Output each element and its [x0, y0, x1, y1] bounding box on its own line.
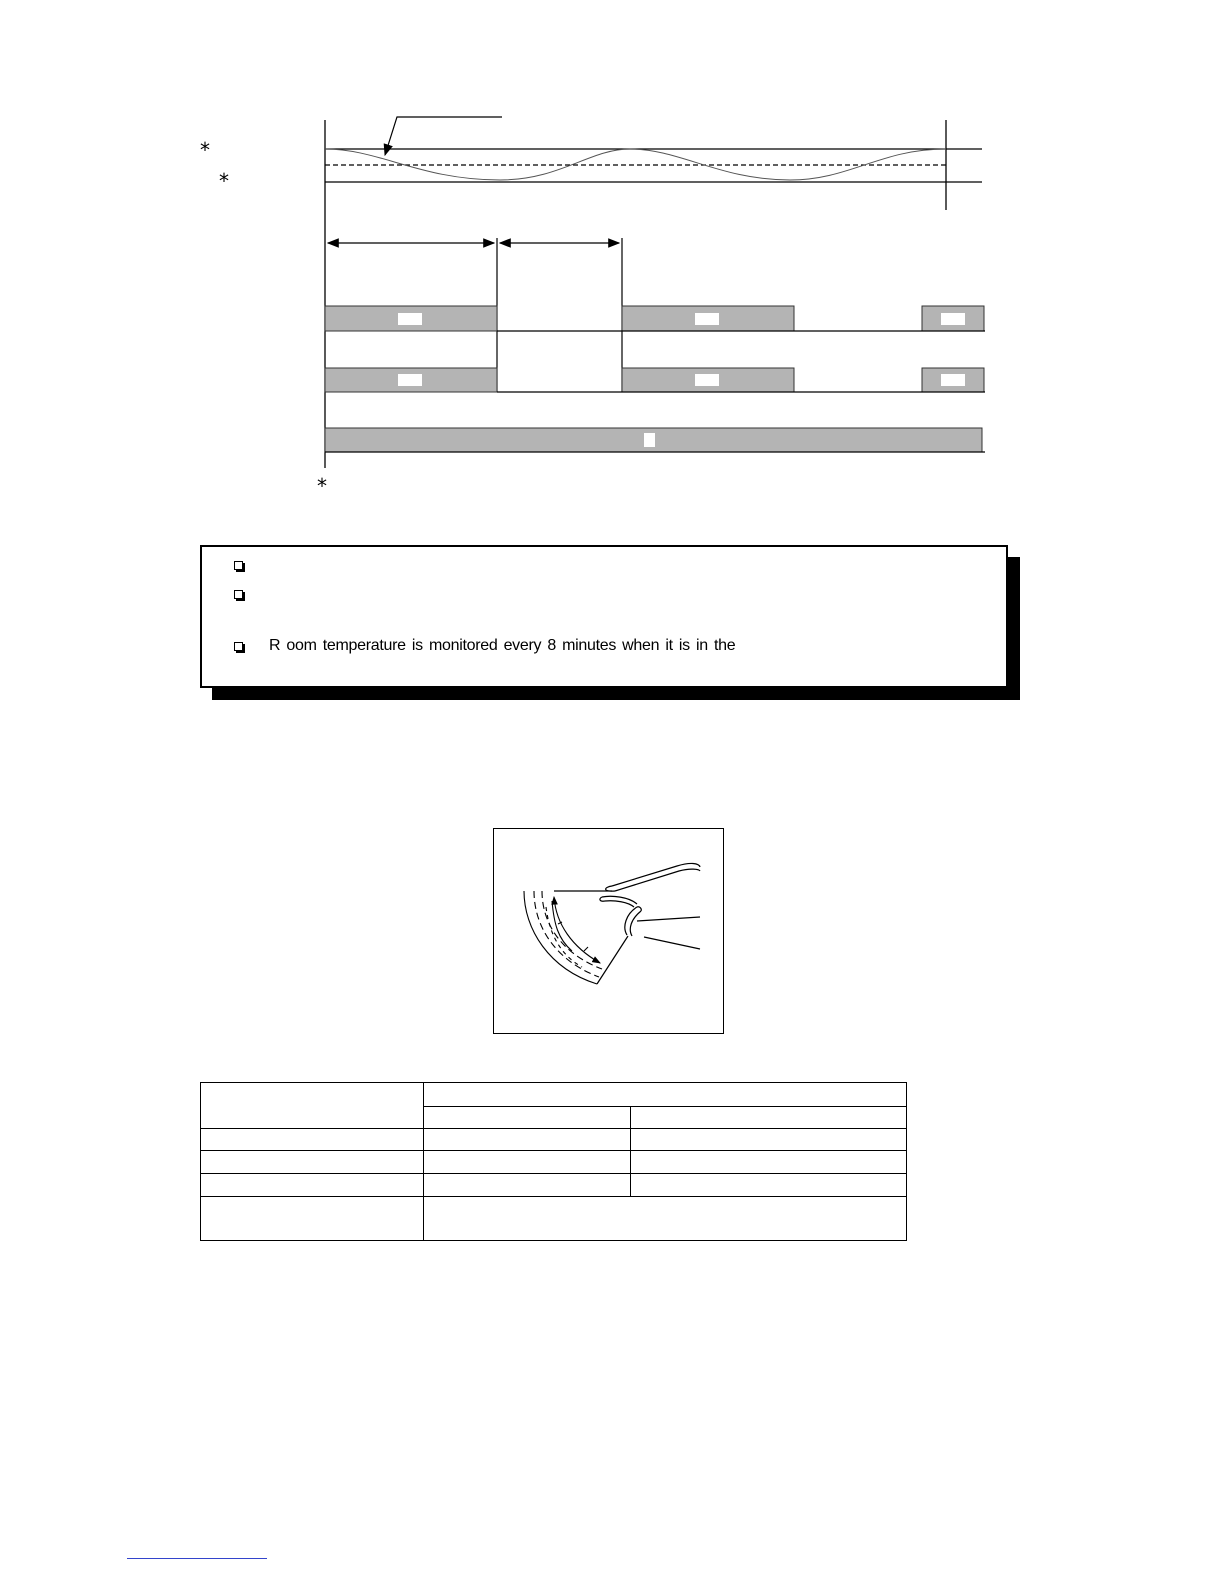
table-cell — [424, 1197, 907, 1241]
table-cell — [424, 1129, 631, 1151]
table-cell — [424, 1083, 907, 1107]
bar-label-box — [398, 374, 422, 386]
louver-figure — [493, 828, 724, 1034]
table-cell — [631, 1174, 907, 1197]
table-cell — [201, 1174, 424, 1197]
checkbox-bullet-icon — [234, 642, 243, 651]
table-row — [201, 1129, 907, 1151]
table-cell — [201, 1197, 424, 1241]
row-2-bars — [325, 332, 985, 392]
note-item — [234, 590, 269, 599]
table-cell — [424, 1174, 631, 1197]
bar-label-box — [695, 313, 719, 325]
table-row — [201, 1151, 907, 1174]
table-cell — [201, 1129, 424, 1151]
table-cell — [424, 1151, 631, 1174]
table-cell — [201, 1083, 424, 1129]
table-row — [201, 1197, 907, 1241]
bar-label-box — [398, 313, 422, 325]
table-cell — [424, 1107, 631, 1129]
footer-link[interactable] — [127, 1557, 267, 1559]
bar-label-box — [941, 374, 965, 386]
bar-label-box — [941, 313, 965, 325]
row-1-bars — [325, 306, 985, 331]
row-3-bar — [325, 428, 985, 452]
table-cell — [631, 1129, 907, 1151]
table-cell — [631, 1151, 907, 1174]
table-cell — [201, 1151, 424, 1174]
note-item — [234, 561, 269, 570]
table-cell — [631, 1107, 907, 1129]
table-row — [201, 1174, 907, 1197]
table-row — [201, 1083, 907, 1107]
room-temperature-curve — [325, 149, 946, 180]
checkbox-bullet-icon — [234, 590, 243, 599]
note-box — [200, 545, 1008, 688]
asterisk-marker: * — [200, 138, 210, 162]
spec-table — [200, 1082, 907, 1241]
louver-angle-illustration — [494, 829, 725, 1035]
bar-label-box — [695, 374, 719, 386]
checkbox-bullet-icon — [234, 561, 243, 570]
timing-diagram-svg — [0, 0, 1224, 520]
asterisk-marker: * — [317, 474, 327, 498]
asterisk-marker: * — [219, 169, 229, 193]
note-item — [234, 637, 735, 655]
note-text: R oom temperature is monitored every 8 minutes when it is in the — [269, 637, 736, 654]
bar-label-box — [644, 433, 655, 447]
